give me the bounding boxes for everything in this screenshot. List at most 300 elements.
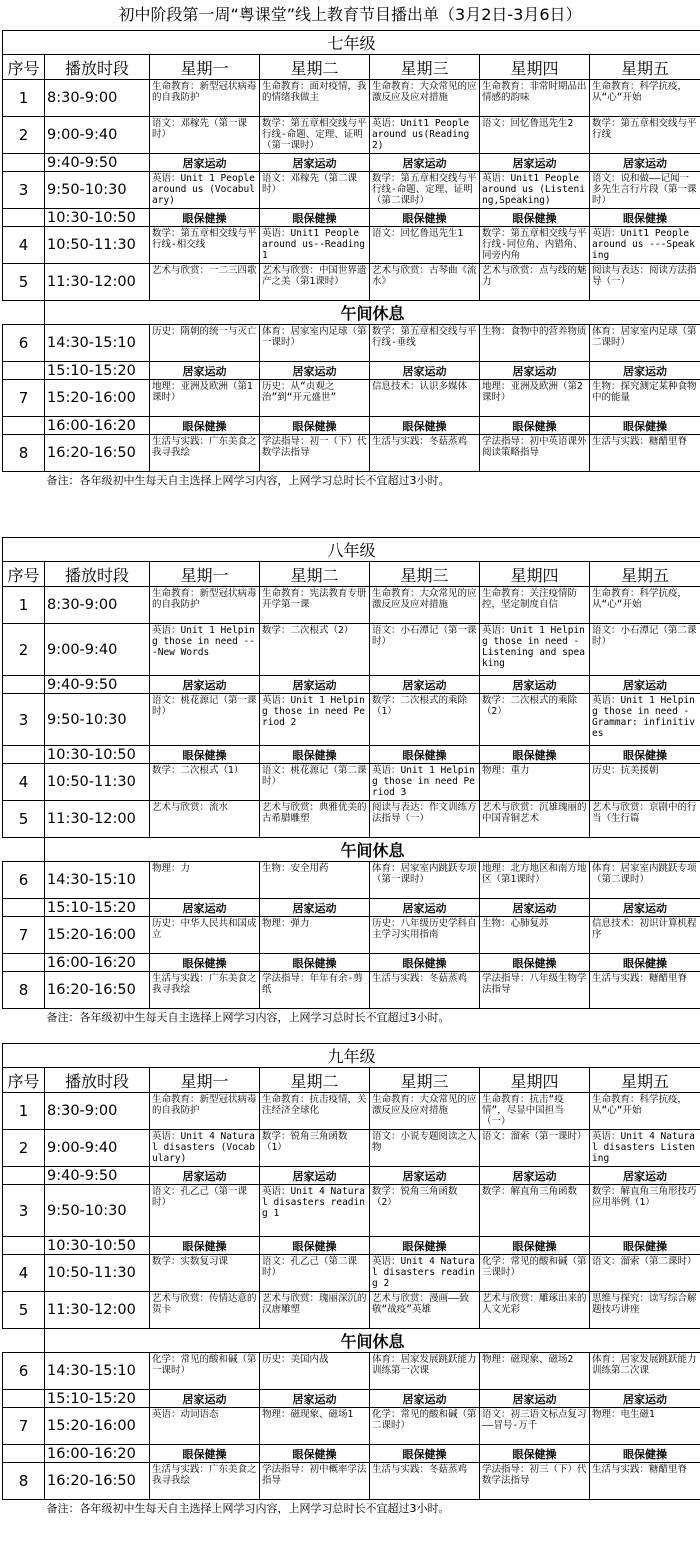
lesson-cell: 化学：常见的酸和碱（第二课时） bbox=[370, 1408, 480, 1445]
lesson-cell: 体育：居家室内足球（第一课时） bbox=[260, 325, 370, 362]
lesson-cell: 英语：Unit 1 People around us (Vocabulary) bbox=[150, 172, 260, 209]
activity-cell: 居家运动 bbox=[370, 154, 480, 172]
row-number: 3 bbox=[3, 1185, 45, 1237]
row-number: 1 bbox=[3, 1093, 45, 1130]
lesson-cell: 数学：锐角三角函数（1） bbox=[260, 1130, 370, 1167]
time-slot: 14:30-15:10 bbox=[45, 862, 150, 899]
row-number: 6 bbox=[3, 862, 45, 899]
lesson-cell: 生活与实践：冬菇蒸鸡 bbox=[370, 435, 480, 472]
activity-cell: 居家运动 bbox=[150, 1390, 260, 1408]
activity-cell: 居家运动 bbox=[370, 899, 480, 917]
lesson-cell: 英语：Unit 4 Natural disasters (Vocabulary) bbox=[150, 1130, 260, 1167]
row-number: 7 bbox=[3, 917, 45, 954]
row-number: 7 bbox=[3, 1408, 45, 1445]
row-number: 3 bbox=[3, 694, 45, 746]
lesson-row bbox=[3, 325, 700, 362]
lesson-cell: 体育：居家室内跳跃专项（第一课时） bbox=[370, 862, 480, 899]
time-slot: 10:30-10:50 bbox=[45, 209, 150, 227]
header-day: 星期三 bbox=[370, 1068, 480, 1093]
time-slot: 10:50-11:30 bbox=[45, 1255, 150, 1292]
lesson-cell: 艺术与欣赏：传情达意的贺卡 bbox=[150, 1292, 260, 1329]
lesson-cell: 数学：第五章相交线与平行线-相交线 bbox=[150, 227, 260, 264]
time-slot: 11:30-12:00 bbox=[45, 264, 150, 301]
activity-cell: 居家运动 bbox=[590, 154, 700, 172]
activity-cell: 眼保健操 bbox=[150, 746, 260, 764]
row-number: 6 bbox=[3, 325, 45, 362]
blank-row bbox=[3, 488, 700, 502]
lesson-row bbox=[3, 917, 700, 954]
header-day: 星期三 bbox=[370, 562, 480, 587]
activity-cell: 居家运动 bbox=[590, 899, 700, 917]
empty-cell bbox=[3, 154, 45, 172]
activity-cell: 眼保健操 bbox=[590, 954, 700, 972]
time-slot: 9:40-9:50 bbox=[45, 1167, 150, 1185]
lesson-row bbox=[3, 172, 700, 209]
activity-cell: 眼保健操 bbox=[260, 209, 370, 227]
header-num: 序号 bbox=[3, 562, 45, 587]
row-number: 8 bbox=[3, 1463, 45, 1500]
lesson-cell: 语文：孔乙己（第二课时） bbox=[260, 1255, 370, 1292]
time-slot: 16:00-16:20 bbox=[45, 954, 150, 972]
lesson-cell: 生物：探究测定某种食物中的能量 bbox=[590, 380, 700, 417]
schedule-table bbox=[2, 1043, 700, 1544]
lesson-row bbox=[3, 1292, 700, 1329]
lesson-cell: 学法指导：初三（下）代数学法指导 bbox=[480, 1463, 590, 1500]
activity-cell: 眼保健操 bbox=[260, 954, 370, 972]
activity-cell: 居家运动 bbox=[590, 1390, 700, 1408]
activity-row bbox=[3, 954, 700, 972]
row-number: 1 bbox=[3, 80, 45, 117]
lesson-cell: 地理：亚洲及欧洲（第2课时） bbox=[480, 380, 590, 417]
lesson-row bbox=[3, 801, 700, 838]
blank-row bbox=[3, 1530, 700, 1544]
activity-cell: 居家运动 bbox=[150, 362, 260, 380]
lesson-cell: 数学：第五章相交线与平行线-垂线 bbox=[370, 325, 480, 362]
time-slot: 10:50-11:30 bbox=[45, 227, 150, 264]
lesson-row bbox=[3, 1130, 700, 1167]
empty-cell bbox=[3, 746, 45, 764]
lesson-cell: 体育：居家发展跳跃能力训练第一次课 bbox=[370, 1353, 480, 1390]
empty-cell bbox=[3, 838, 45, 862]
lesson-cell: 化学：常见的酸和碱（第三课时） bbox=[480, 1255, 590, 1292]
time-slot: 8:30-9:00 bbox=[45, 80, 150, 117]
lesson-cell: 数学：二次根式（2） bbox=[260, 624, 370, 676]
note-text: 备注：各年级初中生每天自主选择上网学习内容，上网学习总时长不宜超过3小时。 bbox=[3, 472, 700, 489]
activity-cell: 眼保健操 bbox=[590, 746, 700, 764]
lesson-cell: 英语：Unit 1 Helping those in need Period 3 bbox=[370, 764, 480, 801]
lesson-cell: 英语：Unit 4 Natural disasters reading 2 bbox=[370, 1255, 480, 1292]
lunch-label: 午间休息 bbox=[45, 301, 700, 325]
blank-row bbox=[3, 502, 700, 516]
header-day: 星期三 bbox=[370, 55, 480, 80]
lesson-cell: 数学：第五章相交线与平行线-命题、定理、证明（第二课时） bbox=[370, 172, 480, 209]
lesson-row bbox=[3, 1408, 700, 1445]
activity-cell: 居家运动 bbox=[150, 154, 260, 172]
lesson-cell: 阅读与表达：阅读方法指导（一） bbox=[590, 264, 700, 301]
activity-cell: 眼保健操 bbox=[480, 746, 590, 764]
time-slot: 9:50-10:30 bbox=[45, 172, 150, 209]
time-slot: 9:40-9:50 bbox=[45, 154, 150, 172]
lesson-cell: 艺术与欣赏：中国世界遗产之美（第1课时） bbox=[260, 264, 370, 301]
activity-cell: 居家运动 bbox=[480, 362, 590, 380]
lesson-cell: 数学：第五章相交线与平行线-命题、定理、证明（第一课时） bbox=[260, 117, 370, 154]
lesson-cell: 信息技术：初识计算机程序 bbox=[590, 917, 700, 954]
lesson-cell: 生活与实践：糖醋里脊 bbox=[590, 435, 700, 472]
lesson-cell: 英语：Unit1 People around us (Listening,Speaking) bbox=[480, 172, 590, 209]
lesson-cell: 生命教育：科学抗疫，从“心“开始 bbox=[590, 80, 700, 117]
lesson-cell: 英语：Unit 1 Helping those in need Period 2 bbox=[260, 694, 370, 746]
lesson-cell: 地理：亚洲及欧洲（第1课时） bbox=[150, 380, 260, 417]
lesson-cell: 生活与实践：糖醋里脊 bbox=[590, 1463, 700, 1500]
lesson-cell: 语文：小石潭记（第二课时） bbox=[590, 624, 700, 676]
lesson-cell: 历史：抗美援朝 bbox=[590, 764, 700, 801]
lesson-cell: 物理：力 bbox=[150, 862, 260, 899]
lesson-cell: 英语：动词语态 bbox=[150, 1408, 260, 1445]
activity-cell: 眼保健操 bbox=[480, 209, 590, 227]
note-row bbox=[3, 1009, 700, 1026]
empty-cell bbox=[3, 1237, 45, 1255]
lesson-cell: 数学：锐角三角函数（2） bbox=[370, 1185, 480, 1237]
activity-cell: 居家运动 bbox=[480, 1167, 590, 1185]
lesson-cell: 历史：隋朝的统一与灭亡 bbox=[150, 325, 260, 362]
grade-title: 八年级 bbox=[3, 538, 700, 562]
lesson-cell: 历史：中华人民共和国成立 bbox=[150, 917, 260, 954]
empty-cell bbox=[3, 502, 700, 516]
activity-cell: 居家运动 bbox=[260, 1390, 370, 1408]
time-slot: 9:00-9:40 bbox=[45, 1130, 150, 1167]
lunch-row bbox=[3, 301, 700, 325]
header-day: 星期一 bbox=[150, 1068, 260, 1093]
lesson-cell: 英语：Unit 1 Helping those in need - Listening and speaking bbox=[480, 624, 590, 676]
row-number: 1 bbox=[3, 587, 45, 624]
lesson-cell: 历史：美国内战 bbox=[260, 1353, 370, 1390]
empty-cell bbox=[3, 899, 45, 917]
activity-row bbox=[3, 1445, 700, 1463]
lesson-cell: 艺术与欣赏：古琴曲《流水》 bbox=[370, 264, 480, 301]
time-slot: 8:30-9:00 bbox=[45, 1093, 150, 1130]
lesson-cell: 语文：邓稼先（第一课时） bbox=[150, 117, 260, 154]
lesson-row bbox=[3, 862, 700, 899]
activity-cell: 眼保健操 bbox=[150, 1237, 260, 1255]
row-number: 2 bbox=[3, 117, 45, 154]
lesson-cell: 生命教育：面对疫情，我的情绪我做主 bbox=[260, 80, 370, 117]
lesson-cell: 思维与探究：读写综合解题技巧讲座 bbox=[590, 1292, 700, 1329]
lesson-cell: 生物：安全用药 bbox=[260, 862, 370, 899]
activity-cell: 居家运动 bbox=[260, 154, 370, 172]
note-row bbox=[3, 1500, 700, 1517]
time-slot: 16:20-16:50 bbox=[45, 1463, 150, 1500]
lesson-row bbox=[3, 1463, 700, 1500]
lesson-row bbox=[3, 1093, 700, 1130]
lesson-cell: 数学：解直角三角函数 bbox=[480, 1185, 590, 1237]
lesson-cell: 语文：溜索（第一课时） bbox=[480, 1130, 590, 1167]
lesson-cell: 语文：溜索（第二课时） bbox=[590, 1255, 700, 1292]
activity-row bbox=[3, 154, 700, 172]
lesson-cell: 阅读与表达：作文训练方法指导（一） bbox=[370, 801, 480, 838]
lesson-cell: 生命教育：科学抗疫，从“心“开始 bbox=[590, 587, 700, 624]
activity-cell: 眼保健操 bbox=[370, 746, 480, 764]
activity-cell: 眼保健操 bbox=[260, 746, 370, 764]
time-slot: 15:20-16:00 bbox=[45, 917, 150, 954]
lesson-cell: 艺术与欣赏：一二三四歌 bbox=[150, 264, 260, 301]
lesson-cell: 学法指导：年年有余-剪纸 bbox=[260, 972, 370, 1009]
lesson-row bbox=[3, 694, 700, 746]
lesson-cell: 生活与实践：广东美食之我寻我绘 bbox=[150, 435, 260, 472]
lesson-row bbox=[3, 587, 700, 624]
header-num: 序号 bbox=[3, 1068, 45, 1093]
lesson-cell: 艺术与欣赏：漫画——致敬“战疫”英雄 bbox=[370, 1292, 480, 1329]
activity-cell: 居家运动 bbox=[590, 1167, 700, 1185]
activity-row bbox=[3, 1390, 700, 1408]
activity-cell: 居家运动 bbox=[150, 1167, 260, 1185]
lesson-row bbox=[3, 764, 700, 801]
time-slot: 15:10-15:20 bbox=[45, 362, 150, 380]
activity-cell: 眼保健操 bbox=[150, 209, 260, 227]
lesson-cell: 语文：回忆鲁迅先生1 bbox=[370, 227, 480, 264]
lesson-cell: 英语：Unit1 People around us(Reading2) bbox=[370, 117, 480, 154]
lesson-cell: 生命教育：抗击“疫情”，尽显中国担当（一） bbox=[480, 1093, 590, 1130]
lesson-cell: 语文：桃花源记（第二课时） bbox=[260, 764, 370, 801]
row-number: 3 bbox=[3, 172, 45, 209]
note-row bbox=[3, 472, 700, 489]
activity-cell: 居家运动 bbox=[370, 362, 480, 380]
activity-cell: 眼保健操 bbox=[260, 1237, 370, 1255]
lesson-row bbox=[3, 117, 700, 154]
lesson-cell: 生命教育：新型冠状病毒的自我防护 bbox=[150, 587, 260, 624]
header-row bbox=[3, 562, 700, 587]
time-slot: 9:40-9:50 bbox=[45, 676, 150, 694]
lesson-cell: 历史：八年级历史学科自主学习实用指南 bbox=[370, 917, 480, 954]
lesson-cell: 艺术与欣赏：京剧中的行当（生行篇 bbox=[590, 801, 700, 838]
lesson-cell: 体育：居家室内跳跃专项（第二课时） bbox=[590, 862, 700, 899]
header-row bbox=[3, 55, 700, 80]
time-slot: 10:30-10:50 bbox=[45, 746, 150, 764]
time-slot: 11:30-12:00 bbox=[45, 1292, 150, 1329]
lesson-cell: 物理：磁现象、磁场1 bbox=[260, 1408, 370, 1445]
empty-cell bbox=[3, 362, 45, 380]
activity-cell: 眼保健操 bbox=[370, 1237, 480, 1255]
lesson-cell: 学法指导：初中英语课外阅读策略指导 bbox=[480, 435, 590, 472]
activity-cell: 眼保健操 bbox=[480, 1237, 590, 1255]
lunch-label: 午间休息 bbox=[45, 1329, 700, 1353]
activity-row bbox=[3, 1167, 700, 1185]
activity-cell: 眼保健操 bbox=[590, 209, 700, 227]
activity-row bbox=[3, 209, 700, 227]
activity-row bbox=[3, 362, 700, 380]
activity-cell: 居家运动 bbox=[370, 1167, 480, 1185]
lesson-cell: 生命教育：非常时期品出情感的韵味 bbox=[480, 80, 590, 117]
empty-cell bbox=[3, 1530, 700, 1544]
lesson-cell: 生命教育：抗击疫情，关注经济全球化 bbox=[260, 1093, 370, 1130]
time-slot: 15:10-15:20 bbox=[45, 1390, 150, 1408]
activity-cell: 居家运动 bbox=[370, 1390, 480, 1408]
time-slot: 9:50-10:30 bbox=[45, 1185, 150, 1237]
activity-cell: 眼保健操 bbox=[370, 954, 480, 972]
lesson-cell: 地理：北方地区和南方地区（第1课时） bbox=[480, 862, 590, 899]
time-slot: 10:50-11:30 bbox=[45, 764, 150, 801]
lesson-cell: 艺术与欣赏：典雅优美的古希腊雕塑 bbox=[260, 801, 370, 838]
lunch-row bbox=[3, 1329, 700, 1353]
time-slot: 10:30-10:50 bbox=[45, 1237, 150, 1255]
lesson-cell: 数学：解直角三角形技巧应用举例（1） bbox=[590, 1185, 700, 1237]
activity-cell: 居家运动 bbox=[150, 899, 260, 917]
grade-title: 七年级 bbox=[3, 31, 700, 55]
row-number: 7 bbox=[3, 380, 45, 417]
empty-cell bbox=[3, 488, 700, 502]
row-number: 5 bbox=[3, 801, 45, 838]
lesson-cell: 体育：居家发展跳跃能力训练第二次课 bbox=[590, 1353, 700, 1390]
lesson-cell: 生物：心肺复苏 bbox=[480, 917, 590, 954]
activity-cell: 眼保健操 bbox=[370, 209, 480, 227]
time-slot: 8:30-9:00 bbox=[45, 587, 150, 624]
activity-cell: 眼保健操 bbox=[150, 417, 260, 435]
lesson-row bbox=[3, 1255, 700, 1292]
header-day: 星期一 bbox=[150, 55, 260, 80]
lesson-cell: 艺术与欣赏：点与线的魅力 bbox=[480, 264, 590, 301]
time-slot: 16:00-16:20 bbox=[45, 417, 150, 435]
lesson-cell: 生命教育：大众常见的应激反应及应对措施 bbox=[370, 587, 480, 624]
lesson-cell: 语文：回忆鲁迅先生2 bbox=[480, 117, 590, 154]
blank-row bbox=[3, 1516, 700, 1530]
header-day: 星期二 bbox=[260, 562, 370, 587]
time-slot: 9:00-9:40 bbox=[45, 624, 150, 676]
lesson-cell: 数学：第五章相交线与平行线 bbox=[590, 117, 700, 154]
lesson-cell: 生命教育：关注疫情防控，坚定制度自信 bbox=[480, 587, 590, 624]
row-number: 2 bbox=[3, 1130, 45, 1167]
lesson-cell: 语文：孔乙己（第一课时） bbox=[150, 1185, 260, 1237]
lesson-cell: 语文：说和做——记闻一多先生言行片段（第一课时） bbox=[590, 172, 700, 209]
lesson-cell: 生活与实践：冬菇蒸鸡 bbox=[370, 972, 480, 1009]
lesson-cell: 学法指导：初中概率学法指导 bbox=[260, 1463, 370, 1500]
empty-cell bbox=[3, 209, 45, 227]
lesson-row bbox=[3, 624, 700, 676]
lesson-cell: 生命教育：宪法教育专册开学第一课 bbox=[260, 587, 370, 624]
activity-cell: 居家运动 bbox=[480, 676, 590, 694]
activity-cell: 眼保健操 bbox=[590, 1237, 700, 1255]
empty-cell bbox=[3, 1025, 700, 1039]
activity-cell: 眼保健操 bbox=[260, 417, 370, 435]
activity-cell: 居家运动 bbox=[590, 362, 700, 380]
lesson-cell: 英语：Unit 1 Helping those in need ---New Words bbox=[150, 624, 260, 676]
lesson-cell: 化学：常见的酸和碱（第一课时） bbox=[150, 1353, 260, 1390]
lesson-cell: 生活与实践：冬菇蒸鸡 bbox=[370, 1463, 480, 1500]
lesson-row bbox=[3, 264, 700, 301]
header-day: 星期四 bbox=[480, 562, 590, 587]
lesson-cell: 英语：Unit 4 Natural disasters reading 1 bbox=[260, 1185, 370, 1237]
lesson-cell: 生活与实践：糖醋里脊 bbox=[590, 972, 700, 1009]
lesson-cell: 英语：Unit1 People around us ---Speaking bbox=[590, 227, 700, 264]
lesson-cell: 生活与实践：广东美食之我寻我绘 bbox=[150, 972, 260, 1009]
time-slot: 15:20-16:00 bbox=[45, 1408, 150, 1445]
lesson-cell: 生命教育：科学抗疫，从“心“开始 bbox=[590, 1093, 700, 1130]
activity-cell: 眼保健操 bbox=[480, 417, 590, 435]
schedule-table bbox=[2, 30, 700, 516]
lesson-cell: 数学：二次根式的乘除（2） bbox=[480, 694, 590, 746]
activity-cell: 眼保健操 bbox=[590, 417, 700, 435]
activity-row bbox=[3, 676, 700, 694]
activity-cell: 眼保健操 bbox=[260, 1445, 370, 1463]
lesson-cell: 英语：Unit 4 Natural disasters Listening bbox=[590, 1130, 700, 1167]
blank-row bbox=[3, 1025, 700, 1039]
lesson-cell: 生命教育：新型冠状病毒的自我防护 bbox=[150, 80, 260, 117]
activity-cell: 眼保健操 bbox=[150, 954, 260, 972]
lesson-row bbox=[3, 972, 700, 1009]
activity-cell: 居家运动 bbox=[370, 676, 480, 694]
lesson-cell: 物理：弹力 bbox=[260, 917, 370, 954]
header-time: 播放时段 bbox=[45, 562, 150, 587]
empty-cell bbox=[3, 417, 45, 435]
lesson-cell: 历史：从“贞观之治”到“开元盛世” bbox=[260, 380, 370, 417]
activity-row bbox=[3, 746, 700, 764]
note-text: 备注：各年级初中生每天自主选择上网学习内容，上网学习总时长不宜超过3小时。 bbox=[3, 1009, 700, 1026]
lesson-row bbox=[3, 435, 700, 472]
note-text: 备注：各年级初中生每天自主选择上网学习内容，上网学习总时长不宜超过3小时。 bbox=[3, 1500, 700, 1517]
time-slot: 9:00-9:40 bbox=[45, 117, 150, 154]
activity-cell: 居家运动 bbox=[260, 362, 370, 380]
header-day: 星期四 bbox=[480, 1068, 590, 1093]
row-number: 4 bbox=[3, 1255, 45, 1292]
time-slot: 16:20-16:50 bbox=[45, 972, 150, 1009]
lesson-cell: 数学：二次根式（1） bbox=[150, 764, 260, 801]
time-slot: 15:10-15:20 bbox=[45, 899, 150, 917]
header-day: 星期二 bbox=[260, 1068, 370, 1093]
row-number: 5 bbox=[3, 1292, 45, 1329]
row-number: 5 bbox=[3, 264, 45, 301]
row-number: 2 bbox=[3, 624, 45, 676]
activity-cell: 眼保健操 bbox=[370, 417, 480, 435]
document-title: 初中阶段第一周“粤课堂”线上教育节目播出单（3月2日-3月6日） bbox=[0, 2, 700, 28]
activity-row bbox=[3, 1237, 700, 1255]
header-row bbox=[3, 1068, 700, 1093]
time-slot: 16:00-16:20 bbox=[45, 1445, 150, 1463]
empty-cell bbox=[3, 1167, 45, 1185]
lesson-cell: 信息技术：认识多媒体 bbox=[370, 380, 480, 417]
lesson-cell: 数学：第五章相交线与平行线-同位角、内错角、同旁内角 bbox=[480, 227, 590, 264]
lesson-cell: 语文：邓稼先（第二课时） bbox=[260, 172, 370, 209]
empty-cell bbox=[3, 676, 45, 694]
header-day: 星期二 bbox=[260, 55, 370, 80]
activity-cell: 居家运动 bbox=[480, 154, 590, 172]
activity-cell: 眼保健操 bbox=[480, 1445, 590, 1463]
lesson-cell: 艺术与欣赏：流水 bbox=[150, 801, 260, 838]
activity-cell: 居家运动 bbox=[590, 676, 700, 694]
lesson-cell: 生命教育：大众常见的应激反应及应对措施 bbox=[370, 1093, 480, 1130]
lesson-cell: 生活与实践：广东美食之我寻我绘 bbox=[150, 1463, 260, 1500]
row-number: 4 bbox=[3, 764, 45, 801]
lesson-row bbox=[3, 1185, 700, 1237]
activity-cell: 眼保健操 bbox=[150, 1445, 260, 1463]
time-slot: 9:50-10:30 bbox=[45, 694, 150, 746]
lesson-row bbox=[3, 227, 700, 264]
empty-cell bbox=[3, 1445, 45, 1463]
lesson-cell: 语文：桃花源记（第一课时） bbox=[150, 694, 260, 746]
header-day: 星期五 bbox=[590, 562, 700, 587]
empty-cell bbox=[3, 301, 45, 325]
lesson-cell: 英语：Unit1 People around us--Reading 1 bbox=[260, 227, 370, 264]
time-slot: 11:30-12:00 bbox=[45, 801, 150, 838]
time-slot: 14:30-15:10 bbox=[45, 325, 150, 362]
row-number: 8 bbox=[3, 435, 45, 472]
header-day: 星期五 bbox=[590, 1068, 700, 1093]
lesson-cell: 物理：电生磁1 bbox=[590, 1408, 700, 1445]
grade-title: 九年级 bbox=[3, 1044, 700, 1068]
activity-cell: 眼保健操 bbox=[590, 1445, 700, 1463]
schedule-table bbox=[2, 537, 700, 1053]
activity-cell: 眼保健操 bbox=[480, 954, 590, 972]
time-slot: 14:30-15:10 bbox=[45, 1353, 150, 1390]
lesson-row bbox=[3, 80, 700, 117]
activity-cell: 眼保健操 bbox=[370, 1445, 480, 1463]
